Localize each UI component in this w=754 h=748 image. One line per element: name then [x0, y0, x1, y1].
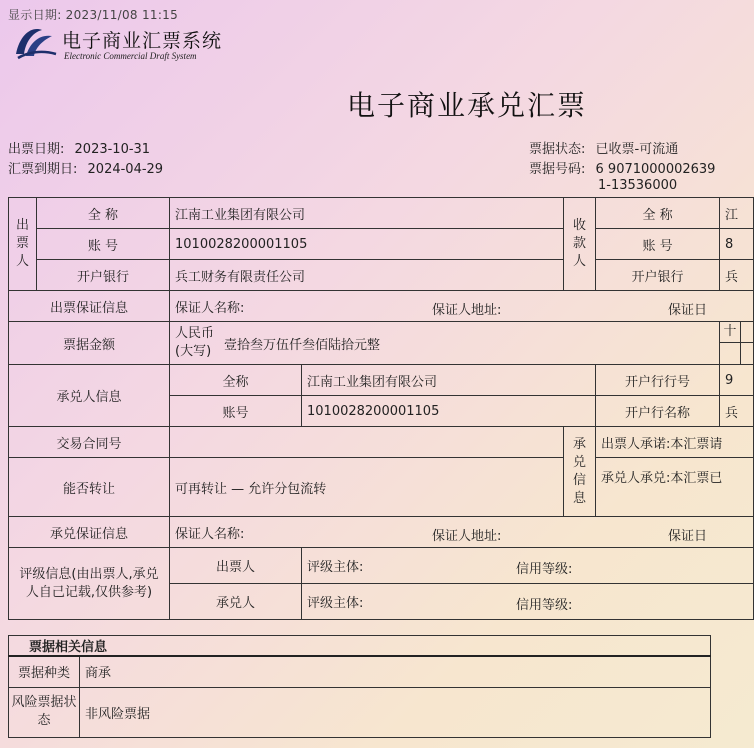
due-date-label: 汇票到期日: [8, 162, 78, 177]
drawer-guarantee-date-label: 保证日 [668, 303, 708, 318]
logo-english-text: Electronic Commercial Draft System [64, 51, 197, 61]
uppercase-label: (大写) [175, 344, 212, 359]
display-date-value: 2023/11/08 11:15 [65, 8, 179, 22]
acceptor-account-label: 账号 [170, 396, 302, 427]
amount-words: 壹拾叁万伍仟叁佰陆拾元整 [224, 337, 381, 353]
drawer-guarantee-row [9, 291, 754, 322]
status-label: 票据状态: [529, 142, 586, 157]
page-title: 电子商业承兑汇票 [347, 89, 588, 122]
display-date-label: 显示日期: [8, 8, 62, 22]
risk-status-row [9, 687, 711, 737]
drawer-promise-label: 出票人承诺: [601, 436, 671, 452]
bill-type-value: 商承 [80, 656, 711, 687]
drawer-account-label: 账 号 [37, 229, 170, 260]
due-date-row [8, 158, 163, 177]
rating-acceptor-credit-label: 信用等级: [516, 598, 573, 613]
related-title-row [9, 636, 711, 657]
acceptor-bank-no-value: 9 [720, 365, 754, 396]
transfer-row [9, 458, 754, 517]
related-info-title: 票据相关信息 [9, 636, 711, 657]
contract-value [170, 427, 564, 458]
display-date [8, 6, 178, 23]
rating-acceptor-subject-label: 评级主体: [307, 596, 364, 611]
ecds-logo-icon [12, 24, 58, 62]
acceptor-guarantee-values [170, 517, 754, 548]
acceptor-bank-name-value: 兵 [720, 396, 754, 427]
related-info-table [8, 635, 711, 738]
status-row [529, 138, 678, 157]
issue-date-value: 2023-10-31 [74, 142, 151, 157]
amount-label: 票据金额 [9, 322, 170, 365]
number-row [529, 158, 715, 177]
drawer-promise-text: 本汇票请 [670, 436, 723, 452]
acceptor-guarantee-date-label: 保证日 [668, 529, 708, 544]
drawer-guarantor-address-label: 保证人地址: [432, 303, 502, 318]
acceptor-bank-name-label: 开户行名称 [596, 396, 720, 427]
acceptor-account-value: 1010028200001105 [302, 396, 596, 427]
acceptor-guarantor-address-label: 保证人地址: [432, 529, 502, 544]
currency-label: 人民币 [175, 326, 215, 341]
acceptor-guarantee-row [9, 517, 754, 548]
acceptor-promise [596, 458, 754, 517]
drawer-promise [596, 427, 754, 458]
payee-bank-label: 开户银行 [596, 260, 720, 291]
payee-full-name-value: 江 [720, 198, 754, 229]
acceptor-info-label: 承兑人信息 [9, 365, 170, 427]
number-label: 票据号码: [529, 162, 586, 177]
rating-drawer-values [302, 548, 754, 584]
drawer-bank-label: 开户银行 [37, 260, 170, 291]
payee-bank-value: 兵 [720, 260, 754, 291]
acceptor-full-name-label: 全称 [170, 365, 302, 396]
rating-drawer-label: 出票人 [170, 548, 302, 584]
amount-row [9, 322, 754, 365]
rating-acceptor-label: 承兑人 [170, 584, 302, 620]
issue-date-label: 出票日期: [8, 142, 65, 157]
drawer-account-value: 1010028200001105 [170, 229, 564, 260]
risk-status-value: 非风险票据 [80, 687, 711, 737]
number-value-line1: 6 9071000002639 [595, 162, 716, 177]
rating-drawer-row [9, 548, 754, 584]
payee-section-label: 收款人 [564, 198, 596, 291]
payee-account-value: 8 [720, 229, 754, 260]
bill-type-row [9, 656, 711, 687]
amount-value [170, 322, 720, 365]
rating-drawer-subject-label: 评级主体: [307, 560, 364, 575]
status-value: 已收票-可流通 [595, 142, 679, 157]
payee-account-label: 账 号 [596, 229, 720, 260]
payee-full-name-label: 全 称 [596, 198, 720, 229]
drawer-account-row [9, 229, 754, 260]
acceptor-bank-no-label: 开户行行号 [596, 365, 720, 396]
amount-digit-grid [720, 322, 754, 365]
drawer-full-name-row [9, 198, 754, 229]
drawer-guarantor-name-label: 保证人名称: [175, 300, 245, 316]
acceptor-full-name-row [9, 365, 754, 396]
drawer-full-name-label: 全 称 [37, 198, 170, 229]
system-logo [12, 24, 223, 62]
drawer-full-name-value: 江南工业集团有限公司 [170, 198, 564, 229]
transfer-label: 能否转让 [9, 458, 170, 517]
rating-label: 评级信息(由出票人,承兑人自己记载,仅供参考) [9, 548, 170, 620]
number-value-line2: 1-13536000 [598, 178, 678, 193]
acceptor-guarantee-label: 承兑保证信息 [9, 517, 170, 548]
acceptor-full-name-value: 江南工业集团有限公司 [302, 365, 596, 396]
acceptor-promise-text: 本汇票已 [670, 471, 723, 486]
drawer-guarantee-values [170, 291, 754, 322]
drawer-bank-row [9, 260, 754, 291]
logo-chinese-text: 电子商业汇票系统 [62, 30, 223, 52]
drawer-guarantee-label: 出票保证信息 [9, 291, 170, 322]
acceptance-section-label: 承兑信息 [564, 427, 596, 517]
acceptor-guarantor-name-label: 保证人名称: [175, 526, 245, 542]
risk-status-label: 风险票据状态 [9, 687, 80, 737]
drawer-bank-value: 兵工财务有限责任公司 [170, 260, 564, 291]
issue-date-row [8, 138, 150, 157]
rating-acceptor-values [302, 584, 754, 620]
drawer-section-label: 出票人 [9, 198, 37, 291]
due-date-value: 2024-04-29 [87, 162, 164, 177]
bill-type-label: 票据种类 [9, 656, 80, 687]
transfer-value: 可再转让 — 允许分包流转 [170, 458, 564, 517]
contract-label: 交易合同号 [9, 427, 170, 458]
acceptor-promise-label: 承兑人承兑: [601, 471, 671, 486]
contract-row [9, 427, 754, 458]
bill-table [8, 197, 754, 620]
digit-header-ten: 十 [720, 322, 741, 342]
rating-drawer-credit-label: 信用等级: [516, 562, 573, 577]
